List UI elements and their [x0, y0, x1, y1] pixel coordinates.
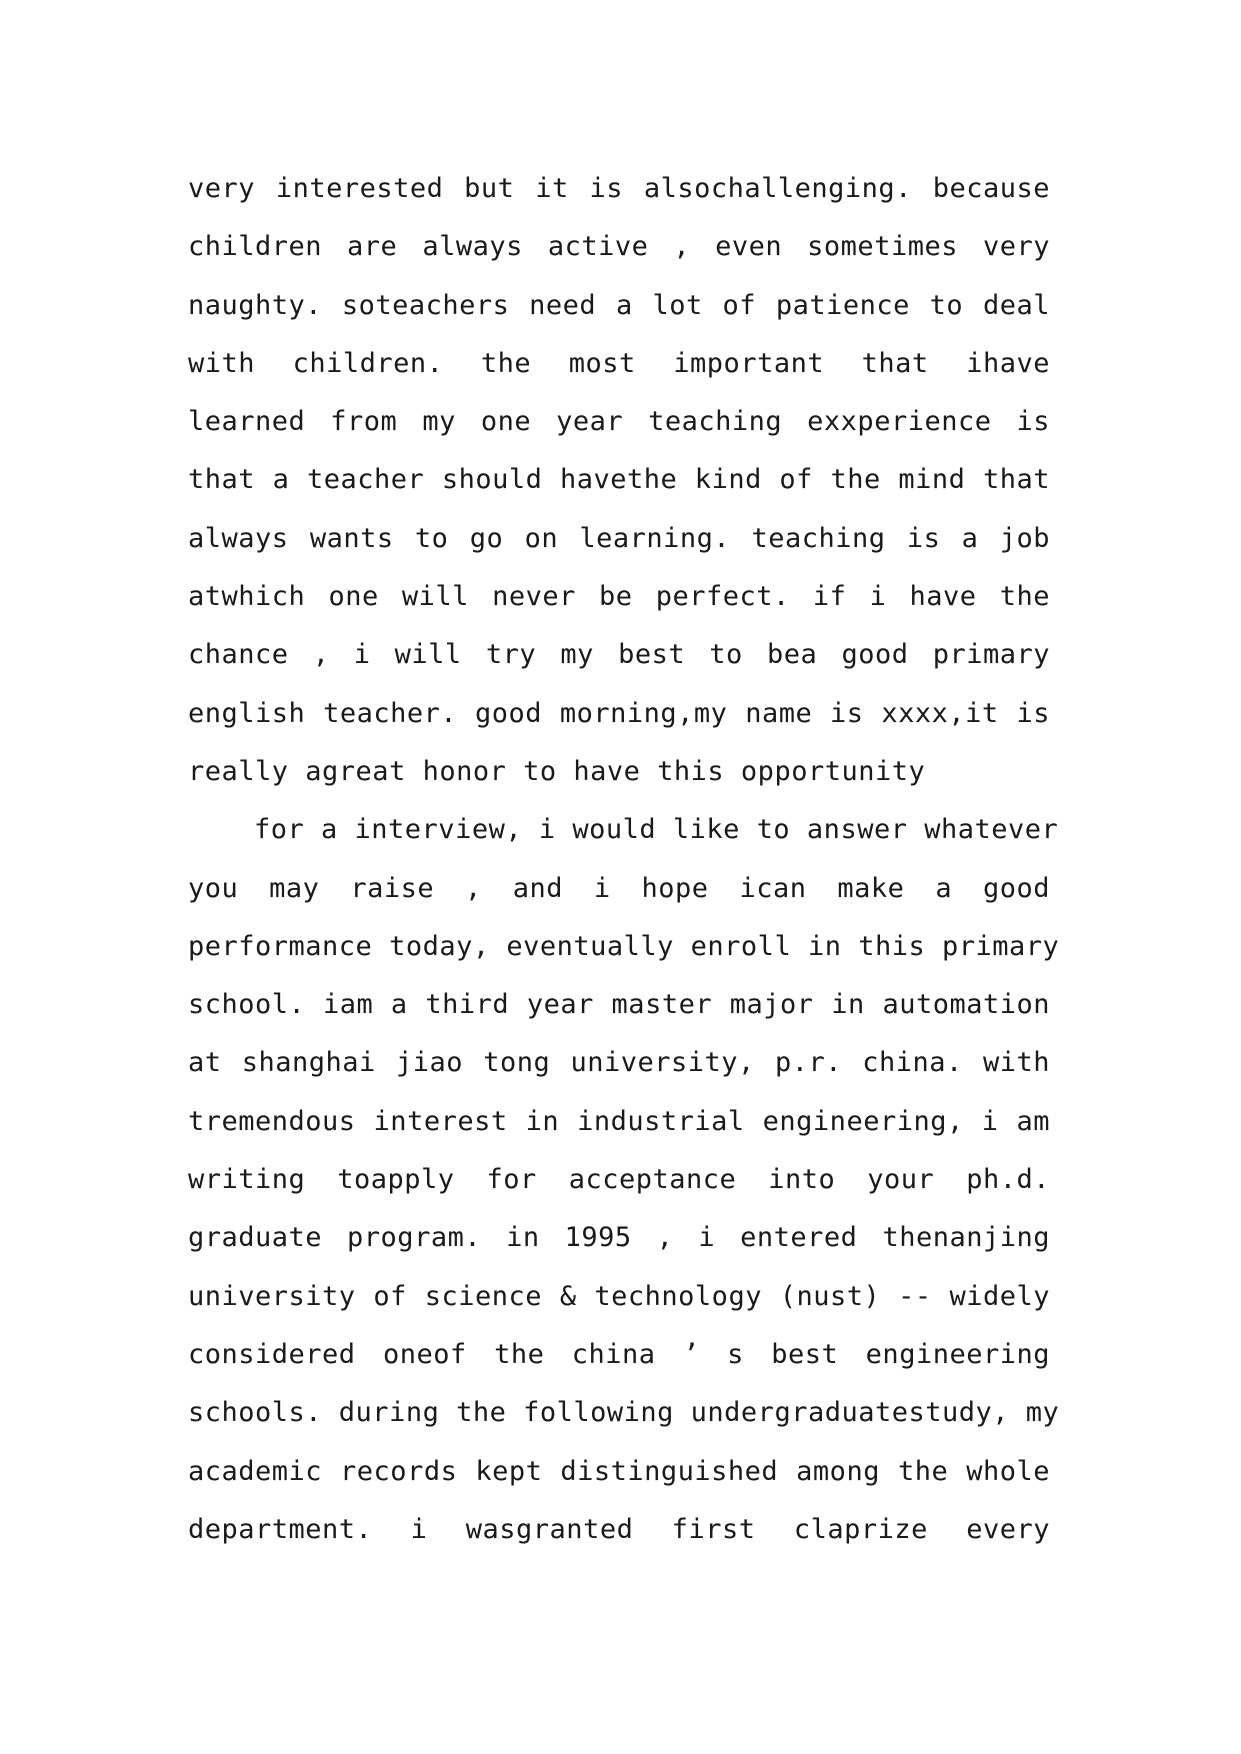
text-line: university of science & technology (nust) -- widely [188, 1280, 1050, 1312]
body-text [188, 160, 1060, 1559]
text-line: that a teacher should havethe kind of the mind that [188, 464, 1050, 496]
text-line: learned from my one year teaching exxperience is [188, 406, 1050, 438]
text-line: with children. the most important that ihave [188, 347, 1050, 379]
text-line: really agreat honor to have this opportunity [188, 755, 926, 787]
text-line: children are always active , even sometimes very [188, 231, 1050, 263]
text-line: considered oneof the china ’ s best engineering [188, 1338, 1050, 1370]
text-line: tremendous interest in industrial engineering, i am [188, 1105, 1050, 1137]
text-line: graduate program. in 1995 , i entered thenanjing [188, 1222, 1050, 1254]
text-line: at shanghai jiao tong university, p.r. china. with [188, 1047, 1050, 1079]
text-line: performance today, eventually enroll in this primary [188, 930, 1060, 962]
text-line: you may raise , and i hope ican make a good [188, 872, 1050, 904]
text-line: very interested but it is alsochallenging. because [188, 173, 1050, 204]
text-line: schools. during the following undergraduatestudy, my [188, 1397, 1060, 1429]
text-line: academic records kept distinguished among the whole [188, 1455, 1050, 1487]
text-line: department. i wasgranted first claprize every [188, 1513, 1050, 1545]
text-line: english teacher. good morning,my name is xxxx,it is [188, 697, 1050, 729]
text-line: chance , i will try my best to bea good primary [188, 639, 1050, 671]
text-line: always wants to go on learning. teaching is a job [188, 522, 1050, 554]
paragraph-2 [188, 801, 1060, 1559]
text-line: naughty. soteachers need a lot of patience to deal [188, 289, 1050, 321]
paragraph-1 [188, 160, 1050, 801]
text-line: atwhich one will never be perfect. if i have the [188, 581, 1050, 613]
text-line: for a interview, i would like to answer whatever [254, 814, 1059, 846]
text-line: school. iam a third year master major in automation [188, 989, 1050, 1021]
text-line: writing toapply for acceptance into your ph.d. [188, 1164, 1050, 1196]
